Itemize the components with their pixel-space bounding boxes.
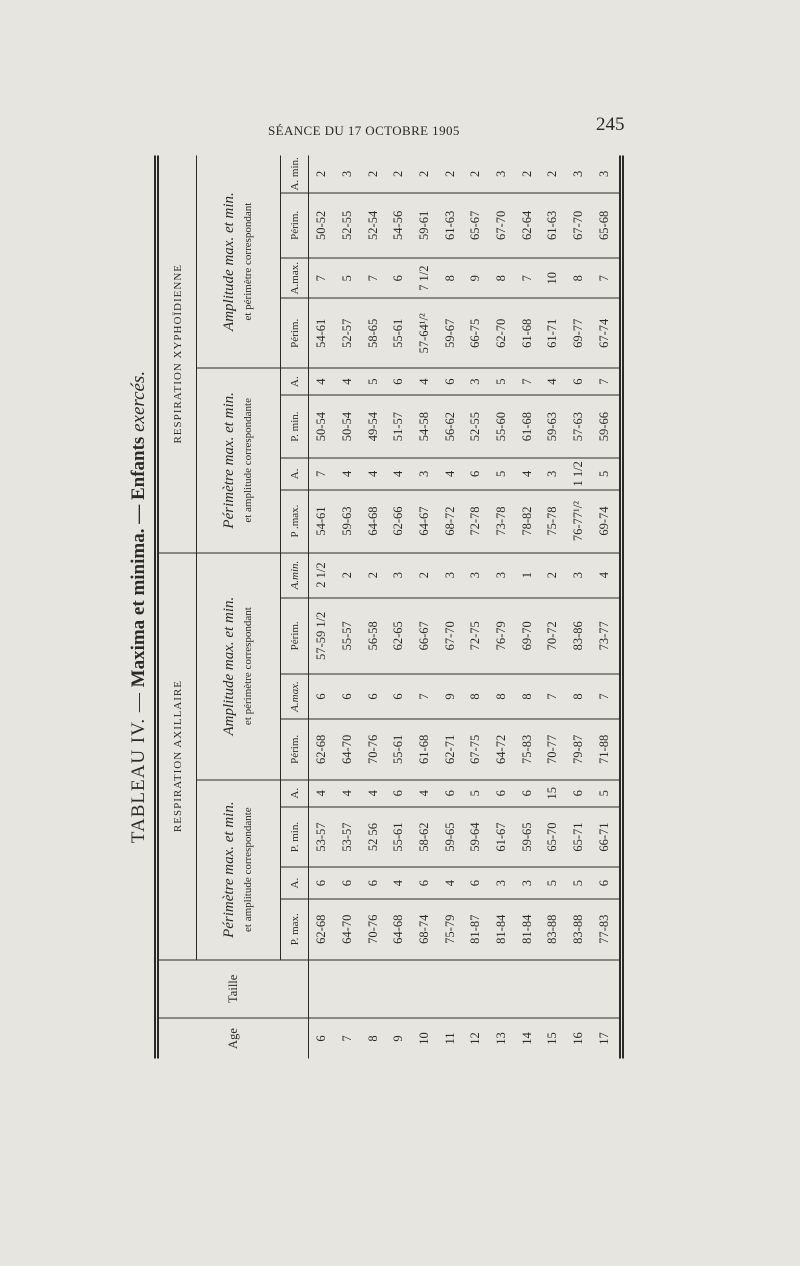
cell-axillaire: 8 [566,674,592,719]
cell-xyphoidienne: 8 [489,257,515,297]
cell-axillaire: 6 [386,674,412,719]
cell-xyphoidienne: 59-63 [335,489,361,552]
cell-axillaire: 7 [412,674,438,719]
table-row [489,155,515,1058]
header-ax-amplitude-sub: et périmètre correspondant [241,606,254,725]
header-ax-perimetre-group [197,779,281,959]
header-xy-amplitude-sub: et périmètre correspondant [241,202,254,321]
cell-axillaire: 66-67 [412,597,438,673]
cell-taille [361,959,387,1017]
cell-axillaire: 52 56 [361,806,387,867]
cell-axillaire: 4 [309,779,335,806]
cell-axillaire: 53-57 [309,806,335,867]
cell-xyphoidienne: 5 [489,458,515,489]
cell-xyphoidienne: 3 [489,155,515,192]
cell-xyphoidienne: 4 [540,368,566,395]
cell-xyphoidienne: 4 [335,368,361,395]
cell-axillaire: 6 [463,867,489,898]
cell-xyphoidienne: 7 [309,257,335,297]
cell-axillaire: 62-65 [386,597,412,673]
filler-cell [617,779,621,806]
cell-age: 12 [468,1031,483,1045]
cell-xyphoidienne: 69-74 [592,489,618,552]
cell-xyphoidienne: 4 [438,458,464,489]
cell-axillaire: 76-79 [489,597,515,673]
cell-axillaire: 6 [566,779,592,806]
cell-axillaire: 4 [592,552,618,597]
cell-axillaire: 72-75 [463,597,489,673]
cell-axillaire: 59-65 [515,806,541,867]
cell-taille [309,959,335,1017]
cell-axillaire: 70-76 [361,898,387,959]
cell-axillaire: 61-68 [412,719,438,780]
cell-axillaire: 81-84 [515,898,541,959]
col-header: A.min. [281,552,309,597]
cell-age: 16 [570,1031,585,1045]
cell-xyphoidienne: 49-54 [361,395,387,458]
cell-xyphoidienne: 58-65 [361,298,387,368]
cell-xyphoidienne: 62-70 [489,298,515,368]
cell-xyphoidienne: 7 [309,458,335,489]
data-table [154,155,624,1058]
cell-axillaire: 7 [540,674,566,719]
col-header: A. [281,458,309,489]
cell-xyphoidienne: 3 [463,368,489,395]
header-xy-perimetre-title: Périmètre max. et min. [220,391,237,529]
cell-xyphoidienne: 78-82 [515,489,541,552]
cell-taille [438,959,464,1017]
cell-xyphoidienne: 61-71 [540,298,566,368]
cell-xyphoidienne: 54-56 [386,192,412,257]
table-row [309,155,335,1058]
cell-axillaire: 77-83 [592,898,618,959]
header-ax-amplitude-group [197,552,281,779]
table-row [463,155,489,1058]
table-row [386,155,412,1058]
cell-age: 9 [391,1034,406,1042]
table-title [128,155,150,1058]
header-xy-amplitude-title: Amplitude max. et min. [220,191,237,331]
header-respiration-xyphoidienne: RESPIRATION XYPHOÏDIENNE [157,155,197,552]
running-head: SÉANCE DU 17 OCTOBRE 1905 [268,123,460,138]
cell-xyphoidienne: 62-66 [386,489,412,552]
cell-xyphoidienne: 65-67 [463,192,489,257]
cell-xyphoidienne: 7 [515,257,541,297]
cell-xyphoidienne: 6 [463,458,489,489]
cell-xyphoidienne: 67-70 [489,192,515,257]
table-row [540,155,566,1058]
cell-axillaire: 69-70 [515,597,541,673]
cell-axillaire: 5 [592,779,618,806]
cell-xyphoidienne: 61-63 [438,192,464,257]
cell-xyphoidienne: 1 1/2 [566,458,592,489]
cell-xyphoidienne: 59-61 [412,192,438,257]
cell-xyphoidienne: 2 [361,155,387,192]
cell-xyphoidienne: 5 [592,458,618,489]
cell-axillaire: 73-77 [592,597,618,673]
filler-cell [617,298,621,368]
table-row [592,155,618,1058]
filler-cell [617,674,621,719]
filler-cell [617,806,621,867]
cell-xyphoidienne: 66-75 [463,298,489,368]
col-header: P. min. [281,395,309,458]
cell-xyphoidienne: 50-54 [309,395,335,458]
cell-axillaire: 64-72 [489,719,515,780]
header-xy-amplitude-group [197,155,281,368]
cell-axillaire: 70-76 [361,719,387,780]
cell-xyphoidienne: 57-63 [566,395,592,458]
cell-xyphoidienne: 62-64 [515,192,541,257]
filler-cell [617,867,621,898]
cell-xyphoidienne: 7 1/2 [412,257,438,297]
col-header: P. min. [281,806,309,867]
cell-axillaire: 64-70 [335,719,361,780]
cell-axillaire: 8 [515,674,541,719]
header-ax-perimetre-sub: et amplitude correspondante [241,806,254,932]
cell-axillaire: 6 [489,779,515,806]
cell-axillaire: 5 [566,867,592,898]
cell-xyphoidienne: 2 [309,155,335,192]
cell-axillaire: 2 [540,552,566,597]
cell-axillaire: 6 [515,779,541,806]
cell-xyphoidienne: 8 [566,257,592,297]
cell-axillaire: 53-57 [335,806,361,867]
col-header: Périm. [281,192,309,257]
cell-xyphoidienne: 2 [540,155,566,192]
table-row [515,155,541,1058]
cell-xyphoidienne: 4 [309,368,335,395]
cell-xyphoidienne: 2 [386,155,412,192]
cell-axillaire: 65-70 [540,806,566,867]
cell-xyphoidienne: 7 [361,257,387,297]
cell-xyphoidienne: 9 [463,257,489,297]
cell-xyphoidienne: 54-61 [309,298,335,368]
cell-axillaire: 64-70 [335,898,361,959]
cell-xyphoidienne: 3 [592,155,618,192]
cell-axillaire: 8 [489,674,515,719]
cell-axillaire: 70-77 [540,719,566,780]
filler-cell [617,898,621,959]
cell-axillaire: 4 [386,867,412,898]
header-xy-perimetre-group [197,368,281,552]
cell-xyphoidienne: 4 [412,368,438,395]
cell-axillaire: 81-87 [463,898,489,959]
cell-axillaire: 4 [412,779,438,806]
cell-xyphoidienne: 59-66 [592,395,618,458]
cell-xyphoidienne: 2 [412,155,438,192]
cell-age: 7 [340,1034,355,1042]
filler-cell [617,597,621,673]
cell-axillaire: 55-57 [335,597,361,673]
col-header: A. [281,867,309,898]
cell-xyphoidienne: 7 [592,257,618,297]
header-ax-perimetre-title: Périmètre max. et min. [220,800,237,938]
header-taille: Taille [157,959,309,1017]
cell-xyphoidienne: 52-55 [335,192,361,257]
cell-taille [386,959,412,1017]
col-header: A. [281,368,309,395]
cell-axillaire: 7 [592,674,618,719]
filler-cell [617,257,621,297]
cell-axillaire: 71-88 [592,719,618,780]
cell-xyphoidienne: 54-61 [309,489,335,552]
cell-xyphoidienne: 61-68 [515,298,541,368]
cell-xyphoidienne: 3 [412,458,438,489]
table-title-italic: exercés. [128,370,149,432]
cell-xyphoidienne: 51-57 [386,395,412,458]
cell-axillaire: 3 [515,867,541,898]
cell-axillaire: 62-68 [309,898,335,959]
cell-taille [412,959,438,1017]
cell-axillaire: 56-58 [361,597,387,673]
cell-axillaire: 68-74 [412,898,438,959]
cell-axillaire: 5 [540,867,566,898]
cell-xyphoidienne: 54-58 [412,395,438,458]
cell-xyphoidienne: 55-60 [489,395,515,458]
table-row [438,155,464,1058]
cell-xyphoidienne: 7 [592,368,618,395]
col-header: A.max. [281,674,309,719]
cell-axillaire: 4 [361,779,387,806]
cell-xyphoidienne: 67-74 [592,298,618,368]
cell-axillaire: 6 [592,867,618,898]
header-xy-perimetre-sub: et amplitude correspondante [241,397,254,523]
filler-cell [617,489,621,552]
cell-xyphoidienne: 2 [515,155,541,192]
cell-xyphoidienne: 68-72 [438,489,464,552]
cell-age: 17 [596,1031,611,1045]
cell-xyphoidienne: 2 [438,155,464,192]
cell-axillaire: 83-88 [540,898,566,959]
cell-axillaire: 6 [438,779,464,806]
cell-xyphoidienne: 6 [438,368,464,395]
cell-axillaire: 79-87 [566,719,592,780]
cell-axillaire: 2 1/2 [309,552,335,597]
cell-taille [335,959,361,1017]
cell-axillaire: 6 [361,674,387,719]
cell-xyphoidienne: 5 [361,368,387,395]
table-row [412,155,438,1058]
col-header: P .max. [281,489,309,552]
cell-xyphoidienne: 50-54 [335,395,361,458]
cell-xyphoidienne: 64-68 [361,489,387,552]
header-respiration-axillaire: RESPIRATION AXILLAIRE [157,552,197,959]
cell-xyphoidienne: 3 [566,155,592,192]
cell-axillaire: 4 [438,867,464,898]
cell-xyphoidienne: 52-54 [361,192,387,257]
cell-axillaire: 5 [463,779,489,806]
cell-xyphoidienne: 5 [489,368,515,395]
header-ax-amplitude-title: Amplitude max. et min. [220,596,237,735]
cell-axillaire: 55-61 [386,719,412,780]
col-header: A. [281,779,309,806]
table-filler-row [617,155,621,1058]
cell-axillaire: 83-86 [566,597,592,673]
col-header: Périm. [281,597,309,673]
cell-axillaire: 3 [386,552,412,597]
cell-axillaire: 4 [335,779,361,806]
cell-xyphoidienne: 59-67 [438,298,464,368]
cell-axillaire: 2 [412,552,438,597]
cell-age: 6 [314,1034,329,1042]
cell-xyphoidienne: 8 [438,257,464,297]
cell-axillaire: 6 [386,779,412,806]
filler-cell [617,1018,621,1058]
cell-axillaire: 57-59 1/2 [309,597,335,673]
filler-cell [617,368,621,395]
cell-xyphoidienne: 3 [540,458,566,489]
cell-age: 11 [442,1032,457,1045]
cell-taille [515,959,541,1017]
cell-axillaire: 3 [463,552,489,597]
cell-axillaire: 6 [412,867,438,898]
filler-cell [617,395,621,458]
cell-xyphoidienne: 7 [515,368,541,395]
cell-age: 8 [365,1034,380,1042]
table-body [309,155,622,1058]
cell-axillaire: 59-64 [463,806,489,867]
cell-xyphoidienne: 56-62 [438,395,464,458]
table-row [361,155,387,1058]
cell-xyphoidienne: 59-63 [540,395,566,458]
cell-xyphoidienne: 10 [540,257,566,297]
cell-axillaire: 15 [540,779,566,806]
cell-axillaire: 3 [566,552,592,597]
cell-axillaire: 83-88 [566,898,592,959]
cell-axillaire: 6 [309,674,335,719]
page-number: 245 [596,114,625,135]
cell-xyphoidienne: 73-78 [489,489,515,552]
cell-xyphoidienne: 4 [361,458,387,489]
cell-xyphoidienne: 50-52 [309,192,335,257]
header-age: Age [226,1027,240,1049]
col-header: A.max. [281,257,309,297]
cell-axillaire: 3 [489,867,515,898]
cell-axillaire: 9 [438,674,464,719]
table-title-main: Maxima et minima. — Enfants [128,436,149,687]
cell-xyphoidienne: 72-78 [463,489,489,552]
table-row [335,155,361,1058]
col-header: P. max. [281,898,309,959]
cell-xyphoidienne: 52-55 [463,395,489,458]
cell-axillaire: 2 [335,552,361,597]
cell-axillaire: 67-75 [463,719,489,780]
cell-axillaire: 62-68 [309,719,335,780]
cell-axillaire: 6 [309,867,335,898]
cell-axillaire: 62-71 [438,719,464,780]
cell-axillaire: 6 [335,674,361,719]
col-header: Périm. [281,719,309,780]
cell-xyphoidienne: 5 [335,257,361,297]
cell-xyphoidienne: 4 [386,458,412,489]
cell-taille [540,959,566,1017]
cell-age: 14 [519,1031,534,1045]
cell-axillaire: 81-84 [489,898,515,959]
cell-axillaire: 55-61 [386,806,412,867]
cell-xyphoidienne: 64-67 [412,489,438,552]
cell-axillaire: 59-65 [438,806,464,867]
cell-age: 15 [545,1031,560,1045]
cell-xyphoidienne: 6 [566,368,592,395]
col-header: A. min. [281,155,309,192]
cell-axillaire: 64-68 [386,898,412,959]
cell-axillaire: 3 [438,552,464,597]
cell-xyphoidienne: 61-68 [515,395,541,458]
cell-axillaire: 1 [515,552,541,597]
cell-taille [592,959,618,1017]
cell-axillaire: 75-79 [438,898,464,959]
cell-xyphoidienne: 4 [515,458,541,489]
cell-xyphoidienne: 61-63 [540,192,566,257]
cell-age: 13 [494,1031,508,1045]
cell-xyphoidienne: 6 [386,368,412,395]
cell-xyphoidienne: 6 [386,257,412,297]
cell-axillaire: 8 [463,674,489,719]
cell-xyphoidienne: 2 [463,155,489,192]
cell-xyphoidienne: 67-70 [566,192,592,257]
filler-cell [617,155,621,192]
cell-axillaire: 75-83 [515,719,541,780]
cell-xyphoidienne: 69-77 [566,298,592,368]
cell-axillaire: 67-70 [438,597,464,673]
cell-axillaire: 6 [335,867,361,898]
filler-cell [617,959,621,1017]
cell-xyphoidienne: 65-68 [592,192,618,257]
cell-xyphoidienne: 76-77¹/² [566,489,592,552]
table-row [566,155,592,1058]
cell-age: 10 [417,1031,432,1045]
table-title-prefix: TABLEAU IV. — [128,691,149,843]
cell-axillaire: 3 [489,552,515,597]
cell-axillaire: 70-72 [540,597,566,673]
cell-axillaire: 58-62 [412,806,438,867]
cell-taille [489,959,515,1017]
cell-xyphoidienne: 3 [335,155,361,192]
filler-cell [617,458,621,489]
cell-xyphoidienne: 55-61 [386,298,412,368]
cell-xyphoidienne: 52-57 [335,298,361,368]
cell-axillaire: 61-67 [489,806,515,867]
filler-cell [617,552,621,597]
cell-axillaire: 65-71 [566,806,592,867]
col-header: Périm. [281,298,309,368]
cell-xyphoidienne: 75-78 [540,489,566,552]
cell-axillaire: 2 [361,552,387,597]
filler-cell [617,192,621,257]
cell-axillaire: 66-71 [592,806,618,867]
cell-xyphoidienne: 57-64¹/² [412,298,438,368]
filler-cell [617,719,621,780]
cell-taille [566,959,592,1017]
cell-taille [463,959,489,1017]
cell-axillaire: 6 [361,867,387,898]
cell-xyphoidienne: 4 [335,458,361,489]
rotated-table-block [128,155,628,1058]
